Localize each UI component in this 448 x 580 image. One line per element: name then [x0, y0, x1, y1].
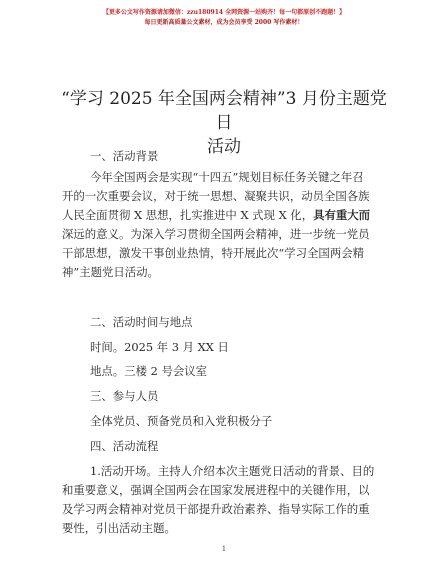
promo-banner-line-1: 【更多公文写作资源请加微信：zzu180914 全网资源一站购齐！每一句都原创不跑题！】 — [102, 9, 346, 16]
bold-emphasis: 具有重大而 — [313, 208, 371, 222]
paragraph-line: 开的一次重要会议，对于统一思想、凝聚共识，动员全国各族 — [62, 189, 370, 203]
paragraph-process — [62, 462, 388, 538]
page-number: 1 — [221, 545, 227, 553]
paragraph-line: 要性，引出活动主题。 — [62, 521, 176, 535]
section-heading-time-place: 二、活动时间与地点 — [90, 315, 193, 329]
paragraph-line: 及学习两会精神对党员干部提升政治素养、指导实际工作的重 — [62, 502, 370, 516]
section-heading-background: 一、活动背景 — [90, 149, 159, 163]
section-heading-participants: 三、参与人员 — [90, 389, 159, 403]
paragraph-line: 神”主题党日活动。 — [62, 265, 159, 279]
paragraph-line: 今年全国两会是实现“十四五”规划目标任务关键之年召 — [90, 170, 364, 184]
paragraph-line: 1.活动开场。主持人介绍本次主题党日活动的背景、目的 — [90, 464, 375, 478]
participants-line: 全体党员、预备党员和入党积极分子 — [90, 414, 273, 428]
paragraph-line: 和重要意义，强调全国两会在国家发展进程中的关键作用，以 — [62, 483, 370, 497]
paragraph-line — [62, 206, 388, 225]
paragraph-background — [62, 168, 388, 282]
paragraph-text: 人民全面贯彻 X 思想，扎实推进中 X 式现 X 化， — [62, 208, 314, 222]
time-line: 时间。2025 年 3 月 XX 日 — [90, 340, 229, 354]
section-heading-process: 四、活动流程 — [90, 439, 159, 453]
title-line-2: 活动 — [207, 137, 241, 157]
place-line: 地点。三楼 2 号会议室 — [90, 364, 208, 378]
paragraph-line: 深远的意义。为深入学习贯彻全国两会精神，进一步统一党员 — [62, 227, 370, 241]
paragraph-line: 干部思想，激发干事创业热情，特开展此次“学习全国两会精 — [62, 246, 364, 260]
title-line-1: “学习 2025 年全国两会精神”3 月份主题党日 — [61, 89, 387, 133]
promo-banner-line-2: 每日更新高质量公文素材，成为会员享受 2000 写作素材！ — [144, 19, 304, 26]
